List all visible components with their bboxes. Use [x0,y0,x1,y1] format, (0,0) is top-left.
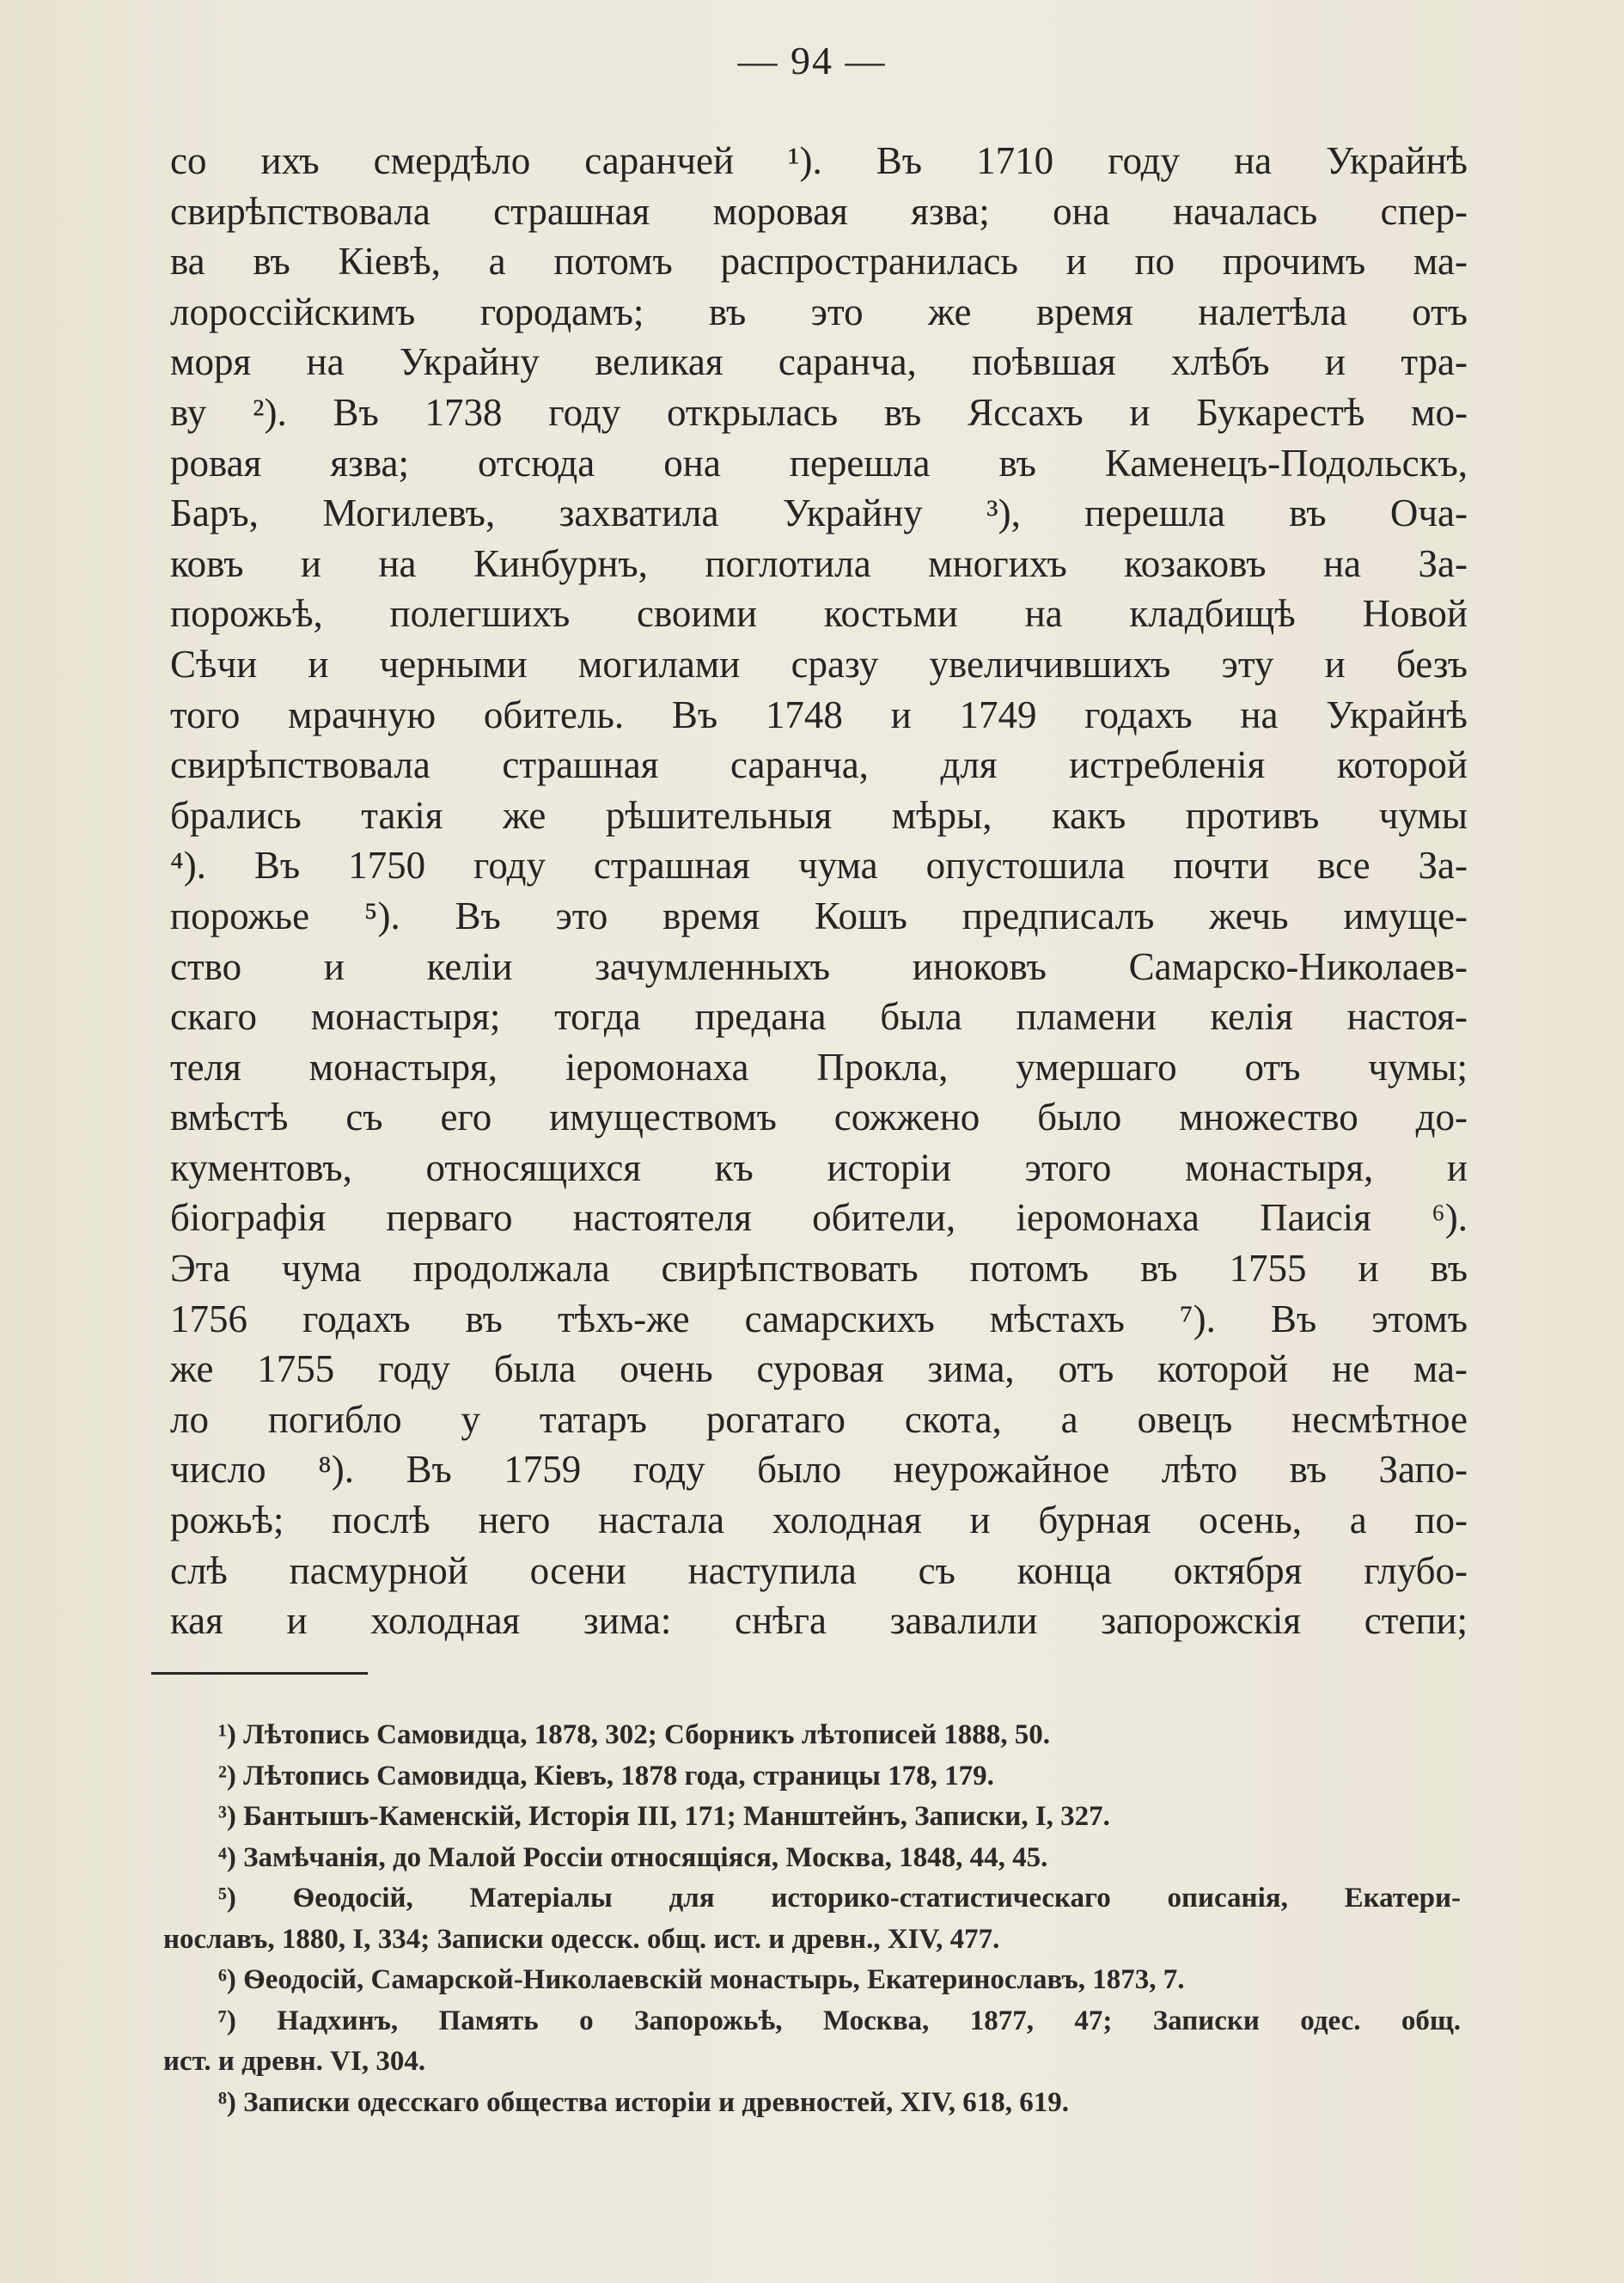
footnote-divider [151,1672,368,1675]
body-line: число ⁸). Въ 1759 году было неурожайное лѣто въ Запо- [170,1448,1468,1492]
body-line: рожьѣ; послѣ него настала холодная и бурная осень, а по- [170,1499,1468,1542]
body-line: моря на Украйну великая саранча, поѣвшая хлѣбъ и тра- [170,340,1468,384]
body-line: ва въ Кіевѣ, а потомъ распространилась и по прочимъ ма- [170,240,1468,284]
body-line: свирѣпствовала страшная саранча, для истребленія которой [170,743,1468,787]
footnote-1: ¹) Лѣтопись Самовидца, 1878, 302; Сборникъ лѣтописей 1888, 50. [218,1719,1051,1750]
body-line: теля монастыря, іеромонаха Прокла, умершаго отъ чумы; [170,1045,1468,1089]
body-line: кументовъ, относящихся къ исторіи этого монастыря, и [170,1145,1468,1189]
body-line: ⁴). Въ 1750 году страшная чума опустошила почти все За- [170,844,1468,888]
body-line: ровая язва; отсюда она перешла въ Каменецъ-Подольскъ, [170,441,1468,485]
footnote-8: ⁸) Записки одесскаго общества исторіи и древностей, XIV, 618, 619. [218,2086,1069,2118]
footnote-5: ⁵) Ѳеодосій, Матеріалы для историко-статистическаго описанія, Екатери- [218,1883,1461,1914]
footnote-4: ⁴) Замѣчанія, до Малой Россіи относящіяся, Москва, 1848, 44, 45. [218,1841,1048,1873]
body-line: скаго монастыря; тогда предана была пламени келія настоя- [170,995,1468,1039]
footnotes [163,1715,1461,2123]
body-line: біографія перваго настоятеля обители, іеромонаха Паисія ⁶). [170,1196,1468,1240]
body-line: свирѣпствовала страшная моровая язва; она началась спер- [170,189,1468,233]
body-line: ву ²). Въ 1738 году открылась въ Яссахъ и Букарестѣ мо- [170,390,1468,434]
body-line: вмѣстѣ съ его имуществомъ сожжено было множество до- [170,1096,1468,1139]
body-line: Эта чума продолжала свирѣпствовать потомъ въ 1755 и въ [170,1247,1468,1291]
footnote-2: ²) Лѣтопись Самовидца, Кіевъ, 1878 года, страницы 178, 179. [218,1760,994,1792]
body-line: кая и холодная зима: снѣга завалили запорожскія степи; [170,1599,1468,1643]
body-line: того мрачную обитель. Въ 1748 и 1749 годахъ на Украйнѣ [170,693,1468,736]
body-line: ло погибло у татаръ рогатаго скота, а овецъ несмѣтное [170,1397,1468,1441]
body-line: порожьѣ, полегшихъ своими костьми на кладбищѣ Новой [170,592,1468,636]
body-line: же 1755 году была очень суровая зима, отъ которой не ма- [170,1347,1468,1391]
footnote-7-continuation: ист. и древн. VI, 304. [163,2046,426,2077]
footnote-7: ⁷) Надхинъ, Память о Запорожьѣ, Москва, 1877, 47; Записки одес. общ. [218,2005,1461,2036]
page-number: — 94 — [737,39,887,82]
body-line: Сѣчи и черными могилами сразу увеличившихъ эту и безъ [170,642,1468,686]
body-line: ство и келіи зачумленныхъ иноковъ Самарско-Николаев- [170,944,1468,988]
footnote-3: ³) Бантышъ-Каменскій, Исторія III, 171; Манштейнъ, Записки, I, 327. [218,1801,1110,1832]
body-line: 1756 годахъ въ тѣхъ-же самарскихъ мѣстахъ ⁷). Въ этомъ [170,1297,1468,1340]
footnote-6: ⁶) Ѳеодосій, Самарской-Николаевскій монастырь, Екатеринославъ, 1873, 7. [218,1964,1185,1995]
body-line: слѣ пасмурной осени наступила съ конца октября глубо- [170,1548,1468,1592]
body-line: лороссійскимъ городамъ; въ это же время налетѣла отъ [170,290,1468,333]
body-line: порожье ⁵). Въ это время Кошъ предписалъ жечь имуще- [170,894,1468,937]
body-text [170,136,1468,1646]
footnote-5-continuation: нославъ, 1880, I, 334; Записки одесск. общ. ист. и древн., XIV, 477. [163,1923,1000,1955]
body-line: со ихъ смердѣло саранчей ¹). Въ 1710 году на Украйнѣ [170,139,1468,182]
body-line: брались такія же рѣшительныя мѣры, какъ противъ чумы [170,793,1468,837]
body-line: ковъ и на Кинбурнъ, поглотила многихъ козаковъ на За- [170,541,1468,585]
body-line: Баръ, Могилевъ, захватила Украйну ³), перешла въ Оча- [170,491,1468,535]
